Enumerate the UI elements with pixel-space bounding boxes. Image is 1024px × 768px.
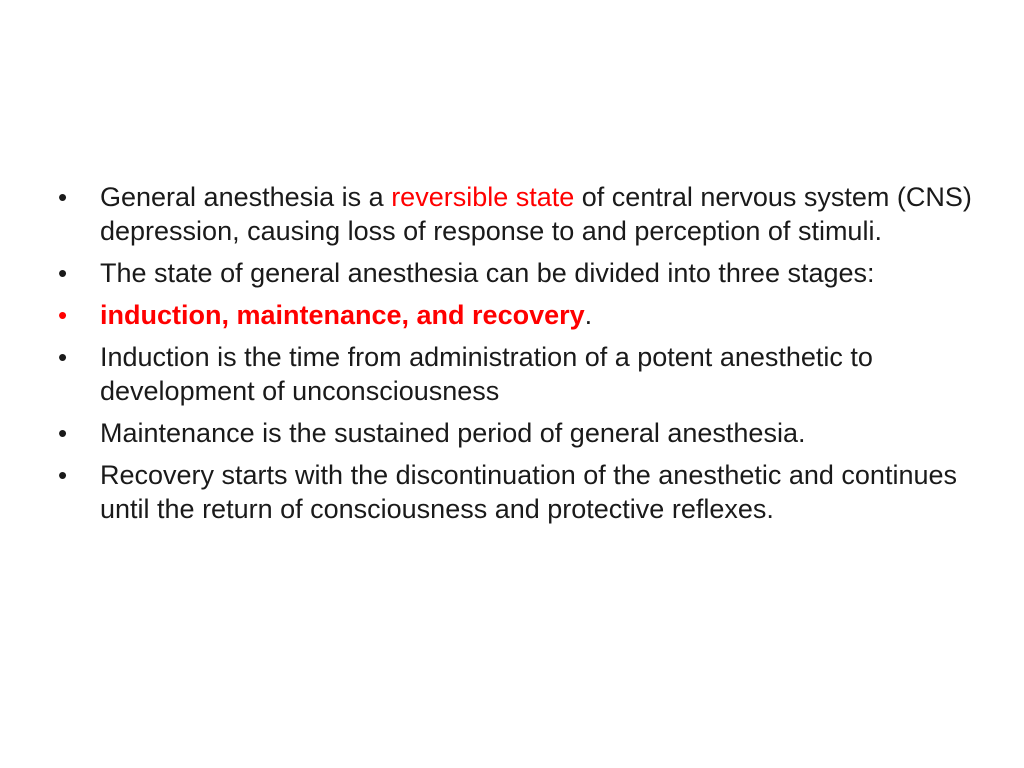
bullet-text: The state of general anesthesia can be divided into three stages: xyxy=(100,258,875,288)
bullet-text-pre: General anesthesia is a xyxy=(100,182,392,212)
highlight-stages: induction, maintenance, and recovery xyxy=(100,300,585,330)
highlight-reversible-state: reversible state xyxy=(391,182,575,212)
bullet-dot-icon: • xyxy=(58,460,68,490)
bullet-dot-icon: • xyxy=(58,182,68,212)
bullet-text-post: of central nervous system (CNS) depression, causing loss of response to and perception of stimuli. xyxy=(100,182,972,246)
bullet-item-stage-list xyxy=(56,298,976,332)
bullet-dot-icon: • xyxy=(58,342,68,372)
bullet-list xyxy=(56,180,976,534)
bullet-text: Induction is the time from administration of a potent anesthetic to development of unconsciousness xyxy=(100,342,873,406)
bullet-text: Maintenance is the sustained period of general anesthesia. xyxy=(100,418,806,448)
bullet-dot-icon: • xyxy=(58,258,68,288)
bullet-text: Recovery starts with the discontinuation of the anesthetic and continues until the return of consciousness and protective reflexes. xyxy=(100,460,957,524)
bullet-dot-icon: • xyxy=(58,300,68,330)
bullet-item-stages xyxy=(56,256,976,290)
bullet-item-definition xyxy=(56,180,976,248)
bullet-item-maintenance xyxy=(56,416,976,450)
bullet-dot-icon: • xyxy=(58,418,68,448)
bullet-item-induction xyxy=(56,340,976,408)
bullet-item-recovery xyxy=(56,458,976,526)
bullet-text-post: . xyxy=(584,300,593,330)
